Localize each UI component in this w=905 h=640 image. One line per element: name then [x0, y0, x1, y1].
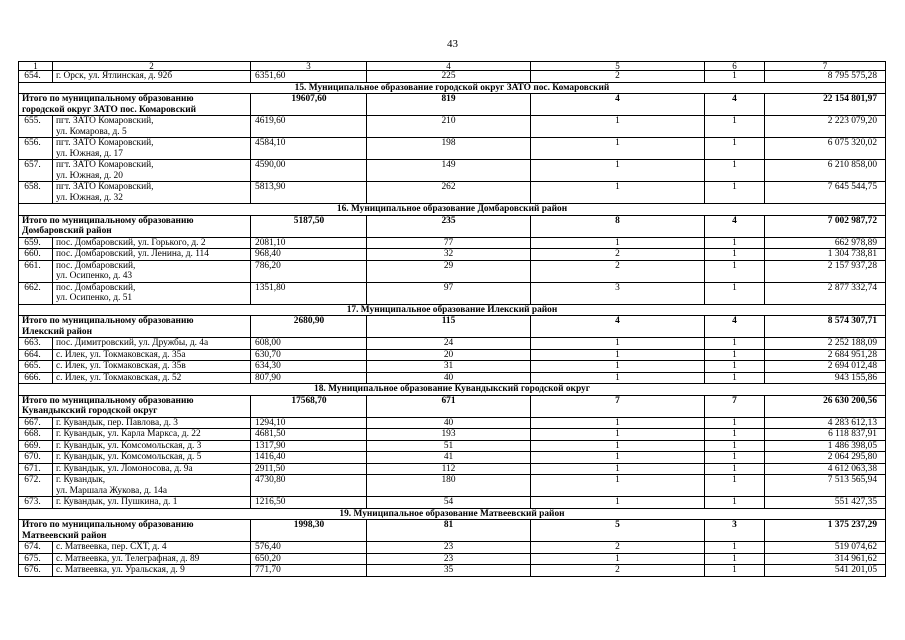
cell-c3: 4590,00 — [251, 160, 367, 182]
cell-c3: 650,20 — [251, 553, 367, 565]
total-row — [19, 94, 886, 116]
cell-c3: 786,20 — [251, 260, 367, 282]
total-c4: 671 — [367, 395, 531, 417]
cell-c6: 1 — [705, 182, 765, 204]
address-line: ул. Южная, д. 20 — [56, 170, 123, 181]
row-number: 654. — [19, 71, 53, 83]
address-cell — [53, 249, 251, 261]
address-cell — [53, 282, 251, 304]
cell-c6: 1 — [705, 249, 765, 261]
cell-c4: 24 — [367, 338, 531, 350]
cell-c7: 2 157 937,28 — [765, 260, 886, 282]
address-cell — [53, 372, 251, 384]
address-cell — [53, 160, 251, 182]
cell-c5: 1 — [531, 116, 705, 138]
cell-c5: 1 — [531, 475, 705, 497]
row-number: 674. — [19, 542, 53, 554]
address-cell — [53, 182, 251, 204]
row-number: 665. — [19, 361, 53, 373]
cell-c7: 541 201,05 — [765, 565, 886, 577]
cell-c5: 1 — [531, 138, 705, 160]
cell-c4: 40 — [367, 372, 531, 384]
table-row — [19, 237, 886, 249]
address-line: пгт. ЗАТО Комаровский, — [56, 138, 154, 148]
address-cell — [53, 553, 251, 565]
row-number: 666. — [19, 372, 53, 384]
cell-c3: 5813,90 — [251, 182, 367, 204]
table-body — [19, 62, 886, 577]
cell-c3: 4619,60 — [251, 116, 367, 138]
address-cell — [53, 452, 251, 464]
row-number: 670. — [19, 452, 53, 464]
cell-c3: 1294,10 — [251, 417, 367, 429]
cell-c7: 1 486 398,05 — [765, 440, 886, 452]
section-header-row — [19, 204, 886, 216]
table-row — [19, 429, 886, 441]
cell-c4: 149 — [367, 160, 531, 182]
cell-c5: 1 — [531, 160, 705, 182]
row-number: 660. — [19, 249, 53, 261]
address-line: ул. Осипенко, д. 51 — [56, 293, 133, 303]
address-line: пос. Домбаровский, — [56, 282, 136, 293]
address-line: Итого по муниципальному образованию — [22, 316, 194, 326]
cell-c5: 2 — [531, 249, 705, 261]
address-line: г. Кувандык, пер. Павлова, д. 3 — [56, 417, 178, 428]
total-c3: 17568,70 — [251, 395, 367, 417]
address-line: г. Кувандык, ул. Карла Маркса, д. 22 — [56, 429, 201, 439]
cell-c7: 519 074,62 — [765, 542, 886, 554]
address-line: городской округ ЗАТО пос. Комаровский — [22, 104, 197, 115]
row-number: 676. — [19, 565, 53, 577]
section-header-row — [19, 384, 886, 396]
address-cell — [53, 475, 251, 497]
cell-c3: 2081,10 — [251, 237, 367, 249]
cell-c3: 1317,90 — [251, 440, 367, 452]
table-row — [19, 349, 886, 361]
cell-c5: 1 — [531, 349, 705, 361]
total-c6: 4 — [705, 215, 765, 237]
address-cell — [53, 361, 251, 373]
cell-c4: 41 — [367, 452, 531, 464]
cell-c3: 1216,50 — [251, 497, 367, 509]
table-row — [19, 372, 886, 384]
address-line: с. Матвеевка, ул. Уральская, д. 9 — [56, 565, 185, 575]
address-line: Итого по муниципальному образованию — [22, 395, 194, 406]
cell-c6: 1 — [705, 463, 765, 475]
address-line: г. Кувандык, ул. Комсомольская, д. 3 — [56, 440, 202, 451]
column-header: 7 — [765, 62, 886, 71]
address-line: пос. Домбаровский, ул. Ленина, д. 114 — [56, 249, 209, 259]
total-c7: 1 375 237,29 — [765, 520, 886, 542]
table-row — [19, 71, 886, 83]
housing-table — [18, 61, 886, 577]
table-row — [19, 440, 886, 452]
cell-c5: 1 — [531, 497, 705, 509]
section-title: 16. Муниципальное образование Домбаровский район — [19, 204, 886, 216]
address-line: с. Илек, ул. Токмаковская, д. 52 — [56, 372, 182, 383]
cell-c6: 1 — [705, 452, 765, 464]
cell-c7: 6 075 320,02 — [765, 138, 886, 160]
cell-c7: 1 304 738,81 — [765, 249, 886, 261]
cell-c3: 4730,80 — [251, 475, 367, 497]
total-c5: 5 — [531, 520, 705, 542]
row-number: 664. — [19, 349, 53, 361]
cell-c3: 4681,50 — [251, 429, 367, 441]
cell-c6: 1 — [705, 372, 765, 384]
address-cell — [53, 349, 251, 361]
total-label — [19, 520, 251, 542]
address-cell — [53, 71, 251, 83]
total-c6: 4 — [705, 94, 765, 116]
cell-c7: 7 645 544,75 — [765, 182, 886, 204]
cell-c6: 1 — [705, 417, 765, 429]
table-row — [19, 182, 886, 204]
address-cell — [53, 260, 251, 282]
row-number: 656. — [19, 138, 53, 160]
cell-c5: 1 — [531, 361, 705, 373]
row-number: 657. — [19, 160, 53, 182]
address-line: с. Матвеевка, пер. СХТ, д. 4 — [56, 542, 167, 552]
section-header-row — [19, 304, 886, 316]
row-number: 671. — [19, 463, 53, 475]
total-label — [19, 94, 251, 116]
total-label — [19, 395, 251, 417]
cell-c7: 4 612 063,38 — [765, 463, 886, 475]
cell-c6: 1 — [705, 361, 765, 373]
address-line: Илекский район — [22, 326, 92, 337]
column-header-row — [19, 62, 886, 71]
address-line: Итого по муниципальному образованию — [22, 94, 194, 104]
cell-c7: 2 252 188,09 — [765, 338, 886, 350]
cell-c7: 314 961,62 — [765, 553, 886, 565]
address-line: ул. Комарова, д. 5 — [56, 126, 127, 137]
cell-c7: 662 978,89 — [765, 237, 886, 249]
cell-c4: 97 — [367, 282, 531, 304]
page-number: 43 — [447, 38, 458, 50]
section-header-row — [19, 82, 886, 94]
cell-c5: 1 — [531, 463, 705, 475]
cell-c5: 1 — [531, 417, 705, 429]
cell-c4: 54 — [367, 497, 531, 509]
total-c5: 4 — [531, 94, 705, 116]
total-c6: 7 — [705, 395, 765, 417]
total-row — [19, 520, 886, 542]
address-line: Кувандыкский городской округ — [22, 406, 158, 416]
column-header: 1 — [19, 62, 53, 71]
cell-c5: 1 — [531, 372, 705, 384]
cell-c7: 2 684 951,28 — [765, 349, 886, 361]
address-line: пгт. ЗАТО Комаровский, — [56, 182, 154, 192]
address-line: с. Илек, ул. Токмаковская, д. 35а — [56, 349, 186, 360]
row-number: 662. — [19, 282, 53, 304]
cell-c6: 1 — [705, 116, 765, 138]
table-row — [19, 565, 886, 577]
column-header: 3 — [251, 62, 367, 71]
cell-c4: 180 — [367, 475, 531, 497]
cell-c5: 2 — [531, 71, 705, 83]
cell-c3: 6351,60 — [251, 71, 367, 83]
address-cell — [53, 440, 251, 452]
cell-c3: 1351,80 — [251, 282, 367, 304]
cell-c7: 2 694 012,48 — [765, 361, 886, 373]
cell-c4: 77 — [367, 237, 531, 249]
cell-c5: 1 — [531, 440, 705, 452]
cell-c3: 968,40 — [251, 249, 367, 261]
address-line: пос. Домбаровский, ул. Горького, д. 2 — [56, 237, 206, 248]
cell-c7: 2 877 332,74 — [765, 282, 886, 304]
cell-c5: 1 — [531, 182, 705, 204]
address-line: Итого по муниципальному образованию — [22, 520, 194, 530]
cell-c4: 210 — [367, 116, 531, 138]
cell-c6: 1 — [705, 349, 765, 361]
cell-c3: 630,70 — [251, 349, 367, 361]
table-row — [19, 463, 886, 475]
cell-c6: 1 — [705, 565, 765, 577]
total-c6: 3 — [705, 520, 765, 542]
cell-c3: 1416,40 — [251, 452, 367, 464]
cell-c5: 3 — [531, 282, 705, 304]
total-label — [19, 215, 251, 237]
address-line: г. Кувандык, ул. Ломоносова, д. 9а — [56, 463, 193, 474]
total-c7: 7 002 987,72 — [765, 215, 886, 237]
total-c5: 7 — [531, 395, 705, 417]
address-cell — [53, 565, 251, 577]
section-title: 17. Муниципальное образование Илекский район — [19, 304, 886, 316]
cell-c6: 1 — [705, 138, 765, 160]
row-number: 673. — [19, 497, 53, 509]
cell-c5: 2 — [531, 542, 705, 554]
total-c3: 5187,50 — [251, 215, 367, 237]
total-c4: 819 — [367, 94, 531, 116]
section-header-row — [19, 508, 886, 520]
row-number: 661. — [19, 260, 53, 282]
cell-c4: 51 — [367, 440, 531, 452]
cell-c3: 771,70 — [251, 565, 367, 577]
cell-c4: 193 — [367, 429, 531, 441]
address-cell — [53, 542, 251, 554]
address-cell — [53, 497, 251, 509]
cell-c4: 40 — [367, 417, 531, 429]
total-c3: 1998,30 — [251, 520, 367, 542]
cell-c6: 1 — [705, 160, 765, 182]
table-row — [19, 160, 886, 182]
total-c7: 22 154 801,97 — [765, 94, 886, 116]
address-line: пос. Димитровский, ул. Дружбы, д. 4а — [56, 338, 209, 348]
row-number: 655. — [19, 116, 53, 138]
cell-c5: 1 — [531, 429, 705, 441]
table-row — [19, 553, 886, 565]
cell-c7: 2 064 295,80 — [765, 452, 886, 464]
cell-c6: 1 — [705, 282, 765, 304]
cell-c4: 32 — [367, 249, 531, 261]
cell-c7: 8 795 575,28 — [765, 71, 886, 83]
total-label — [19, 316, 251, 338]
cell-c3: 4584,10 — [251, 138, 367, 160]
table-row — [19, 282, 886, 304]
table-row — [19, 361, 886, 373]
cell-c3: 634,30 — [251, 361, 367, 373]
address-cell — [53, 237, 251, 249]
address-line: Домбаровский район — [22, 226, 112, 236]
column-header: 4 — [367, 62, 531, 71]
cell-c5: 1 — [531, 237, 705, 249]
total-c5: 4 — [531, 316, 705, 338]
cell-c3: 2911,50 — [251, 463, 367, 475]
table-row — [19, 138, 886, 160]
table-row — [19, 417, 886, 429]
total-c3: 2680,90 — [251, 316, 367, 338]
table-row — [19, 116, 886, 138]
table-row — [19, 542, 886, 554]
total-c4: 235 — [367, 215, 531, 237]
address-line: г. Орск, ул. Ятлинская, д. 92б — [56, 71, 173, 81]
total-c4: 81 — [367, 520, 531, 542]
cell-c6: 1 — [705, 338, 765, 350]
column-header: 6 — [705, 62, 765, 71]
row-number: 669. — [19, 440, 53, 452]
address-line: Матвеевский район — [22, 530, 107, 541]
row-number: 659. — [19, 237, 53, 249]
cell-c3: 608,00 — [251, 338, 367, 350]
cell-c6: 1 — [705, 542, 765, 554]
cell-c6: 1 — [705, 440, 765, 452]
cell-c7: 6 210 858,00 — [765, 160, 886, 182]
row-number: 672. — [19, 475, 53, 497]
address-line: пгт. ЗАТО Комаровский, — [56, 160, 154, 170]
address-line: ул. Южная, д. 17 — [56, 148, 123, 159]
cell-c6: 1 — [705, 475, 765, 497]
address-cell — [53, 138, 251, 160]
row-number: 675. — [19, 553, 53, 565]
total-row — [19, 316, 886, 338]
address-line: с. Илек, ул. Токмаковская, д. 35в — [56, 361, 186, 371]
address-cell — [53, 116, 251, 138]
cell-c7: 4 283 612,13 — [765, 417, 886, 429]
address-cell — [53, 417, 251, 429]
table-row — [19, 452, 886, 464]
row-number: 667. — [19, 417, 53, 429]
total-c5: 8 — [531, 215, 705, 237]
cell-c4: 262 — [367, 182, 531, 204]
cell-c6: 1 — [705, 553, 765, 565]
total-c6: 4 — [705, 316, 765, 338]
cell-c5: 1 — [531, 338, 705, 350]
cell-c6: 1 — [705, 260, 765, 282]
address-line: ул. Южная, д. 32 — [56, 192, 123, 203]
address-line: ул. Маршала Жукова, д. 14а — [56, 485, 168, 496]
cell-c4: 35 — [367, 565, 531, 577]
cell-c7: 2 223 079,20 — [765, 116, 886, 138]
cell-c6: 1 — [705, 497, 765, 509]
section-title: 18. Муниципальное образование Кувандыкский городской округ — [19, 384, 886, 396]
table-row — [19, 497, 886, 509]
cell-c6: 1 — [705, 429, 765, 441]
cell-c4: 23 — [367, 553, 531, 565]
cell-c4: 29 — [367, 260, 531, 282]
cell-c5: 1 — [531, 553, 705, 565]
row-number: 663. — [19, 338, 53, 350]
address-line: с. Матвеевка, ул. Телеграфная, д. 89 — [56, 553, 200, 564]
cell-c7: 7 513 565,94 — [765, 475, 886, 497]
column-header: 2 — [53, 62, 251, 71]
section-title: 15. Муниципальное образование городской округ ЗАТО пос. Комаровский — [19, 82, 886, 94]
row-number: 668. — [19, 429, 53, 441]
address-cell — [53, 429, 251, 441]
address-line: Итого по муниципальному образованию — [22, 215, 194, 226]
table-row — [19, 249, 886, 261]
cell-c3: 576,40 — [251, 542, 367, 554]
total-c7: 26 630 200,56 — [765, 395, 886, 417]
address-cell — [53, 463, 251, 475]
cell-c5: 2 — [531, 565, 705, 577]
cell-c5: 2 — [531, 260, 705, 282]
cell-c7: 943 155,86 — [765, 372, 886, 384]
cell-c4: 198 — [367, 138, 531, 160]
total-c7: 8 574 307,71 — [765, 316, 886, 338]
cell-c4: 225 — [367, 71, 531, 83]
address-line: г. Кувандык, ул. Пушкина, д. 1 — [56, 497, 178, 507]
total-row — [19, 215, 886, 237]
cell-c4: 23 — [367, 542, 531, 554]
address-line: г. Кувандык, ул. Комсомольская, д. 5 — [56, 452, 202, 462]
cell-c4: 112 — [367, 463, 531, 475]
total-row — [19, 395, 886, 417]
column-header: 5 — [531, 62, 705, 71]
table-row — [19, 338, 886, 350]
cell-c6: 1 — [705, 237, 765, 249]
cell-c7: 551 427,35 — [765, 497, 886, 509]
section-title: 19. Муниципальное образование Матвеевский район — [19, 508, 886, 520]
cell-c3: 807,90 — [251, 372, 367, 384]
address-line: пос. Домбаровский, — [56, 260, 136, 271]
total-c4: 115 — [367, 316, 531, 338]
address-line: пгт. ЗАТО Комаровский, — [56, 116, 154, 126]
total-c3: 19607,60 — [251, 94, 367, 116]
table-row — [19, 260, 886, 282]
address-line: ул. Осипенко, д. 43 — [56, 271, 133, 281]
address-line: г. Кувандык, — [56, 475, 106, 485]
row-number: 658. — [19, 182, 53, 204]
cell-c5: 1 — [531, 452, 705, 464]
cell-c4: 20 — [367, 349, 531, 361]
address-cell — [53, 338, 251, 350]
cell-c7: 6 118 837,91 — [765, 429, 886, 441]
cell-c6: 1 — [705, 71, 765, 83]
cell-c4: 31 — [367, 361, 531, 373]
table-row — [19, 475, 886, 497]
